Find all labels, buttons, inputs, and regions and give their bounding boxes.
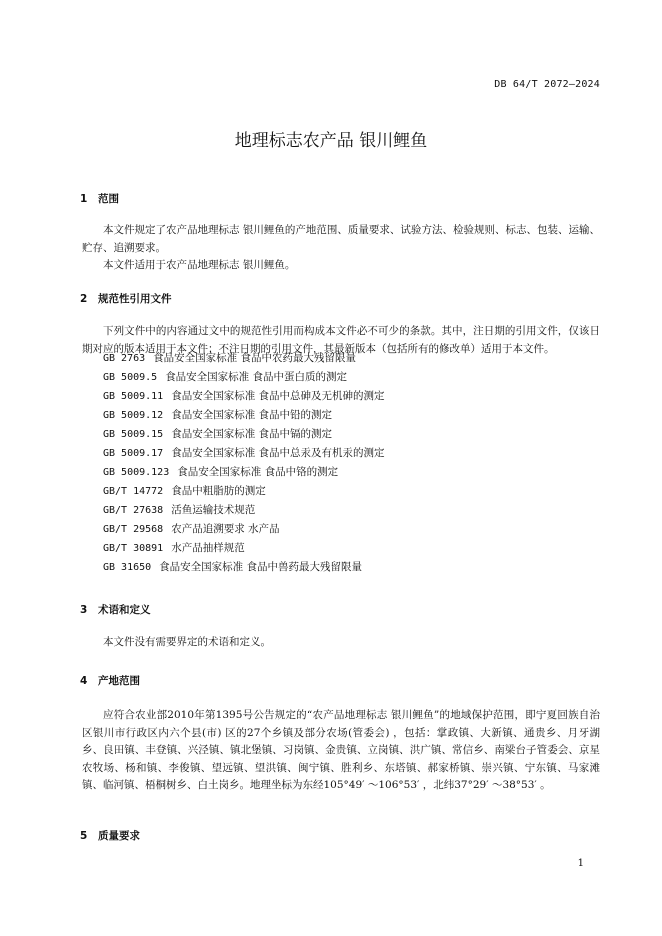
section-title: 规范性引用文件 — [98, 293, 172, 305]
scope-paragraph-2: 本文件适用于农产品地理标志 银川鲤鱼。 — [103, 259, 296, 271]
reference-code: GB 5009.123 — [103, 467, 170, 478]
reference-name: 食品安全国家标准 食品中镉的测定 — [171, 428, 333, 440]
reference-item — [103, 406, 385, 425]
reference-item — [103, 558, 385, 577]
reference-item — [103, 368, 385, 387]
reference-item — [103, 501, 385, 520]
reference-code: GB 5009.11 — [103, 391, 164, 402]
scope-paragraph-1: 本文件规定了农产品地理标志 银川鲤鱼的产地范围、质量要求、试验方法、检验规则、标志、包装、运输、贮存、追溯要求。 — [82, 224, 600, 254]
page-number: 1 — [577, 858, 584, 869]
section-title: 范围 — [98, 193, 119, 205]
section-number: 4 — [80, 675, 88, 687]
reference-name: 农产品追溯要求 水产品 — [171, 523, 280, 535]
section-heading-normative-references — [80, 291, 172, 306]
reference-item — [103, 425, 385, 444]
reference-code: GB/T 30891 — [103, 543, 164, 554]
section-number: 1 — [80, 193, 88, 205]
reference-name: 水产品抽样规范 — [171, 542, 245, 554]
section-title: 术语和定义 — [98, 604, 151, 616]
reference-name: 食品安全国家标准 食品中总砷及无机砷的测定 — [171, 390, 385, 402]
reference-code: GB 5009.12 — [103, 410, 164, 421]
reference-name: 食品安全国家标准 食品中蛋白质的测定 — [165, 371, 348, 383]
section-number: 2 — [80, 293, 88, 305]
reference-code: GB 2763 — [103, 353, 146, 364]
document-title: 地理标志农产品 银川鲤鱼 — [234, 131, 428, 151]
section-heading-quality-requirements — [80, 828, 140, 843]
section-number: 3 — [80, 604, 88, 616]
section-heading-scope — [80, 191, 119, 206]
reference-name: 食品安全国家标准 食品中铬的测定 — [177, 466, 339, 478]
reference-item — [103, 539, 385, 558]
section-heading-production-area — [80, 673, 140, 688]
reference-name: 食品安全国家标准 食品中兽药最大残留限量 — [159, 561, 363, 573]
reference-name: 食品安全国家标准 食品中铅的测定 — [171, 409, 333, 421]
reference-name: 活鱼运输技术规范 — [171, 504, 256, 516]
document-code: DB 64/T 2072—2024 — [494, 79, 600, 90]
reference-code: GB/T 29568 — [103, 524, 164, 535]
references-intro-paragraph: 下列文件中的内容通过文中的规范性引用而构成本文件必不可少的条款。其中，注日期的引用文件，仅该日期对应的版本适用于本文件；不注日期的引用文件，其最新版本（包括所有的修改单）适用于本文件。 — [82, 325, 600, 355]
reference-item — [103, 444, 385, 463]
section-number: 5 — [80, 830, 88, 842]
reference-code: GB/T 14772 — [103, 486, 164, 497]
reference-item — [103, 520, 385, 539]
reference-code: GB/T 27638 — [103, 505, 164, 516]
reference-list — [103, 349, 385, 577]
reference-code: GB 5009.15 — [103, 429, 164, 440]
reference-name: 食品中粗脂肪的测定 — [171, 485, 266, 497]
section-title: 产地范围 — [98, 675, 140, 687]
reference-name: 食品安全国家标准 食品中总汞及有机汞的测定 — [171, 447, 385, 459]
reference-item — [103, 482, 385, 501]
reference-name: 食品安全国家标准 食品中农药最大残留限量 — [153, 352, 356, 364]
section-title: 质量要求 — [98, 830, 140, 842]
reference-code: GB 5009.5 — [103, 372, 158, 383]
reference-item — [103, 349, 385, 368]
terms-paragraph: 本文件没有需要界定的术语和定义。 — [103, 636, 271, 648]
reference-code: GB 31650 — [103, 562, 152, 573]
production-area-paragraph: 应符合农业部2010年第1395号公告规定的“农产品地理标志 银川鲤鱼”的地域保护范围，即宁夏回族自治区银川市行政区内六个县(市) 区的27个乡镇及部分农场(管委会) ，包括：掌政镇、大新镇、通贵乡、月牙湖乡、良田镇、丰登镇、兴泾镇、镇北堡镇、习岗镇、金贵镇、立岗镇、洪广镇、常信乡、南梁台子管委会、京星农牧场、杨和镇、李俊镇、望远镇、望洪镇、闽宁镇、胜利乡、东塔镇、郝家桥镇、崇兴镇、宁东镇、马家滩镇、临河镇、梧桐树乡、白土岗乡。地理坐标为东经105°49′ ～106°53′ ，北纬37°29′ ～38°53′ 。 — [82, 709, 600, 791]
reference-item — [103, 387, 385, 406]
reference-item — [103, 463, 385, 482]
reference-code: GB 5009.17 — [103, 448, 164, 459]
section-heading-terms-and-definitions — [80, 602, 151, 617]
